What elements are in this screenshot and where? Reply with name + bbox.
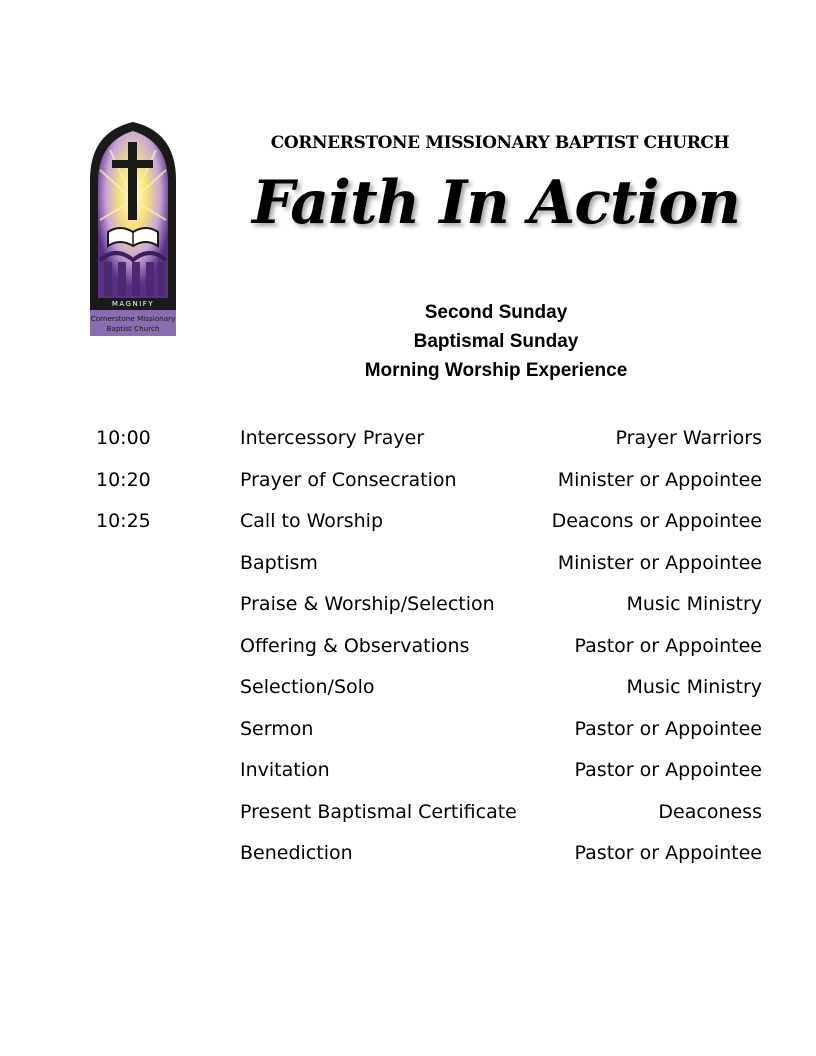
- program-leader: Pastor or Appointee: [574, 759, 762, 781]
- program-item: Prayer of Consecration: [240, 468, 457, 491]
- program-leader: Pastor or Appointee: [574, 842, 762, 864]
- program-item: Selection/Solo: [240, 676, 375, 698]
- program-leader: Minister or Appointee: [557, 551, 762, 574]
- service-subtitles: [236, 298, 756, 385]
- program-item: Praise & Worship/Selection: [240, 593, 495, 615]
- program-row: [96, 466, 762, 508]
- program-leader: Deacons or Appointee: [551, 510, 762, 532]
- program-item: Offering & Observations: [240, 634, 470, 657]
- program-item: Intercessory Prayer: [240, 427, 425, 449]
- program-row: [96, 756, 762, 798]
- logo-caption-line2: Baptist Church: [106, 324, 160, 333]
- program-item: Call to Worship: [240, 510, 384, 532]
- program-leader: Deaconess: [658, 800, 762, 823]
- program-row: [96, 715, 762, 757]
- program-leader: Music Ministry: [626, 676, 762, 698]
- program-row: [96, 673, 762, 715]
- program-item: Invitation: [240, 759, 330, 781]
- church-name: CORNERSTONE MISSIONARY BAPTIST CHURCH: [270, 133, 730, 153]
- program-time: 10:25: [96, 510, 151, 532]
- order-of-service: [96, 424, 762, 881]
- church-logo: [88, 120, 178, 338]
- program-row: [96, 590, 762, 632]
- subtitle-line: Second Sunday: [424, 302, 568, 323]
- program-row: [96, 424, 762, 466]
- program-item: Sermon: [240, 717, 314, 740]
- program-item: Benediction: [240, 842, 353, 864]
- program-row: [96, 798, 762, 840]
- program-time: 10:00: [96, 427, 151, 449]
- program-row: [96, 549, 762, 591]
- stained-glass-window-icon: [88, 120, 178, 338]
- subtitle-line: Morning Worship Experience: [364, 360, 628, 381]
- program-item: Present Baptismal Certificate: [240, 800, 517, 823]
- program-leader: Minister or Appointee: [557, 468, 762, 491]
- program-row: [96, 632, 762, 674]
- program-leader: Music Ministry: [626, 593, 762, 615]
- subtitle-line: Baptismal Sunday: [413, 331, 579, 352]
- program-leader: Prayer Warriors: [615, 427, 762, 449]
- logo-band-text: MAGNIFY: [111, 300, 155, 308]
- logo-caption-line1: Cornerstone Missionary: [90, 314, 176, 323]
- page-title: Faith In Action: [251, 168, 741, 238]
- program-row: [96, 507, 762, 549]
- program-time: 10:20: [96, 468, 151, 491]
- program-leader: Pastor or Appointee: [574, 634, 762, 657]
- program-row: [96, 839, 762, 881]
- program-leader: Pastor or Appointee: [574, 717, 762, 740]
- program-item: Baptism: [240, 551, 318, 574]
